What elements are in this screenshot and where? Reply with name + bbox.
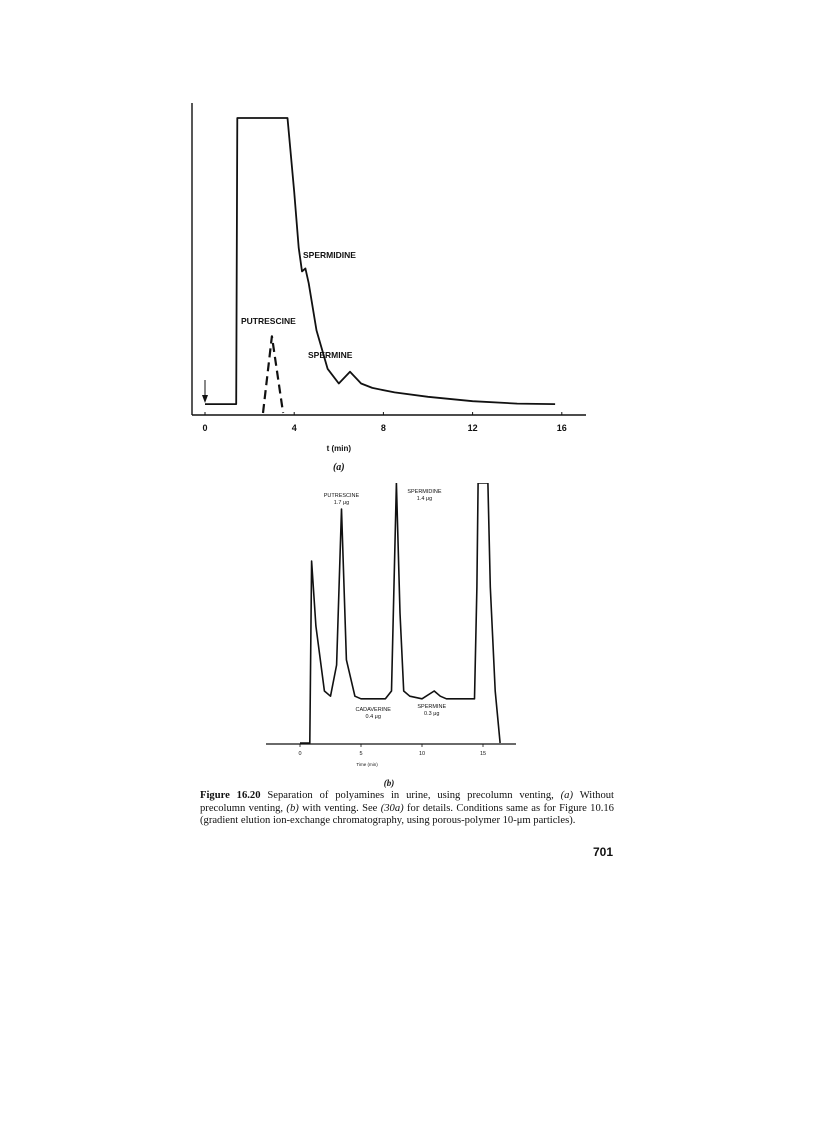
series-line-main [300,483,500,743]
chart-panel-b [266,483,516,788]
x-tick-label: 16 [556,423,567,433]
series-line-main [205,118,555,404]
caption-panel-a: (a) [560,790,574,801]
figure-caption [200,790,614,828]
caption-text-3: with venting. See [298,802,381,814]
caption-reference: (30a) [380,802,404,814]
peak-label: PUTRESCINE [241,316,296,326]
caption-text-1: Separation of polyamines in urine, using precolumn venting, [260,790,561,801]
peak-label: SPERMIDINE [407,489,442,495]
chart-panel-a [192,103,586,473]
peak-amount-label: 1.4 μg [416,496,433,502]
peak-label: SPERMINE [417,704,447,710]
panel-label-a: (a) [332,462,345,473]
peak-label: SPERMINE [308,350,353,360]
peak-label: SPERMIDINE [303,250,356,260]
x-tick-label: 4 [291,423,297,433]
x-axis-label: t (min) [326,444,352,453]
injection-arrow-head [202,395,208,403]
x-tick-label: 0 [298,751,302,757]
peak-label: PUTRESCINE [323,493,360,499]
peak-amount-label: 0.3 μg [424,711,440,717]
caption-text-2: Without precolumn venting, [200,790,614,814]
caption-text-4: for details. Conditions same as for Figure 10.16 (gradient elution ion-exchange chromatography, using porous-polymer 10-μm particles). [200,802,614,827]
peak-label: CADAVERINE [355,707,391,713]
x-tick-label: 15 [479,751,487,757]
series-line-dashed [263,336,283,413]
x-tick-label: 0 [202,423,208,433]
peak-amount-label: 1.7 μg [333,500,350,506]
x-tick-label: 10 [418,751,426,757]
peak-amount-label: 0.4 μg [365,714,381,720]
x-axis-label: Time (min) [356,762,378,767]
x-tick-label: 5 [359,751,363,757]
panel-label-b: (b) [383,778,395,788]
page-number: 701 [592,845,613,859]
x-tick-label: 12 [467,423,478,433]
x-tick-label: 8 [380,423,386,433]
caption-figure-label: Figure 16.20 [200,790,261,801]
caption-panel-b: (b) [286,802,299,814]
